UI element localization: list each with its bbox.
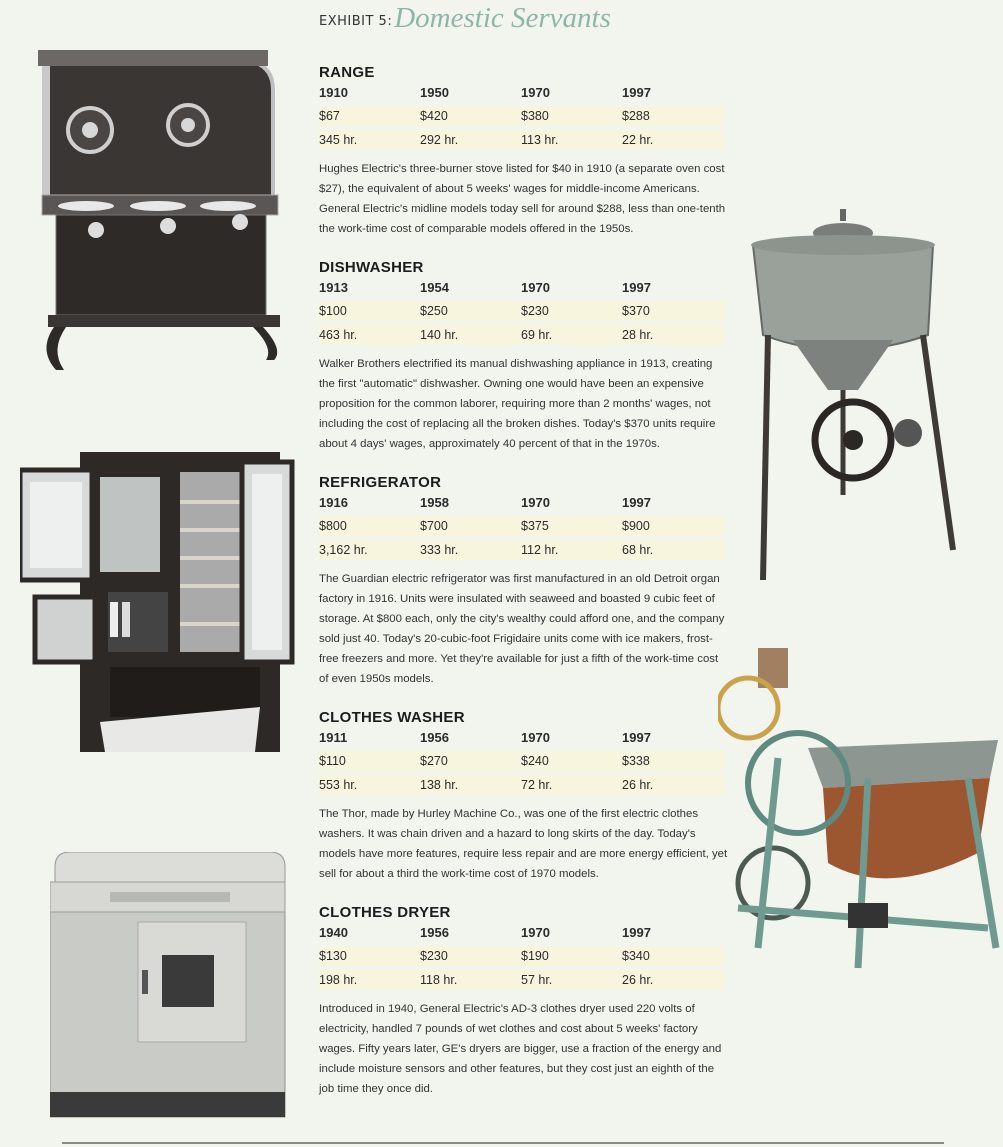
- price-cell: $380: [521, 109, 549, 123]
- year-cell: 1916: [319, 495, 348, 510]
- year-cell: 1970: [521, 85, 550, 100]
- hours-cell: 26 hr.: [622, 778, 654, 792]
- price-cell: $270: [420, 754, 448, 768]
- price-cell: $340: [622, 949, 650, 963]
- year-cell: 1911: [319, 730, 348, 745]
- hours-cell: 140 hr.: [420, 328, 459, 342]
- page-divider: [62, 1142, 944, 1144]
- hours-cell: 118 hr.: [420, 973, 458, 987]
- price-row: [319, 516, 725, 536]
- section-description: The Thor, made by Hurley Machine Co., was one of the first electric clothes washers. It was chain driven and a hazard to long skirts of the day. Today's models have more features, require less repair and are more energy efficient, yet sell for about a third the work-time cost of 1970 models.: [319, 808, 728, 880]
- year-cell: 1950: [420, 85, 449, 100]
- antique-range-photo: [28, 30, 288, 390]
- hours-row: [319, 540, 725, 560]
- price-cell: $100: [319, 304, 347, 318]
- price-row: [319, 946, 725, 966]
- hours-cell: 68 hr.: [622, 543, 654, 557]
- price-cell: $800: [319, 519, 347, 533]
- hours-cell: 26 hr.: [622, 973, 654, 987]
- year-row: [319, 922, 725, 944]
- year-cell: 1956: [420, 730, 449, 745]
- section-range: [319, 64, 725, 239]
- clothes-washer-photo: [718, 648, 1003, 978]
- price-cell: $375: [521, 519, 549, 533]
- price-cell: $338: [622, 754, 650, 768]
- price-cell: $230: [420, 949, 448, 963]
- price-row: [319, 106, 725, 126]
- hours-cell: 138 hr.: [420, 778, 459, 792]
- hours-cell: 553 hr.: [319, 778, 358, 792]
- hours-cell: 292 hr.: [420, 133, 459, 147]
- hours-cell: 22 hr.: [622, 133, 654, 147]
- section-refrigerator: [319, 474, 725, 689]
- section-clothes-dryer: [319, 904, 725, 1099]
- hours-cell: 113 hr.: [521, 133, 559, 147]
- price-cell: $370: [622, 304, 650, 318]
- section-title: CLOTHES WASHER: [319, 709, 465, 726]
- section-clothes-washer: [319, 709, 728, 884]
- year-cell: 1970: [521, 495, 550, 510]
- year-cell: 1954: [420, 280, 449, 295]
- year-cell: 1956: [420, 925, 449, 940]
- year-row: [319, 727, 725, 749]
- hours-row: [319, 325, 725, 345]
- section-description: The Guardian electric refrigerator was first manufactured in an old Detroit organ factory in 1916. Units were insulated with seaweed and boasted 9 cubic feet of storage. At $800 each, only the city's wealthy could afford one, and the company sold just 40. Today's 20-cubic-foot Frigidaire units come with ice makers, frost-free freezers and more. Yet they're available for just a fifth of the work-time cost of even 1950s models.: [319, 573, 725, 685]
- price-cell: $240: [521, 754, 549, 768]
- year-cell: 1970: [521, 280, 550, 295]
- year-cell: 1970: [521, 925, 550, 940]
- exhibit-title: Domestic Servants: [394, 2, 611, 34]
- year-row: [319, 82, 725, 104]
- hours-cell: 112 hr.: [521, 543, 559, 557]
- hours-cell: 463 hr.: [319, 328, 358, 342]
- year-cell: 1910: [319, 85, 348, 100]
- hours-cell: 72 hr.: [521, 778, 553, 792]
- hours-cell: 69 hr.: [521, 328, 553, 342]
- price-cell: $250: [420, 304, 448, 318]
- price-row: [319, 751, 725, 771]
- year-row: [319, 492, 725, 514]
- price-cell: $420: [420, 109, 448, 123]
- year-cell: 1997: [622, 280, 651, 295]
- exhibit-label: EXHIBIT 5:: [319, 14, 393, 29]
- refrigerator-photo: [20, 452, 295, 760]
- hours-cell: 3,162 hr.: [319, 543, 368, 557]
- section-title: RANGE: [319, 64, 375, 81]
- hours-cell: 28 hr.: [622, 328, 654, 342]
- hours-cell: 198 hr.: [319, 973, 358, 987]
- year-cell: 1913: [319, 280, 348, 295]
- hours-row: [319, 970, 725, 990]
- section-description: Hughes Electric's three-burner stove listed for $40 in 1910 (a separate oven cost $27), the equivalent of about 5 weeks' wages for middle-income Americans. General Electric's midline models today sell for around $288, less than one-tenth the work-time cost of comparable models offered in the 1950s.: [319, 163, 726, 235]
- price-cell: $130: [319, 949, 347, 963]
- year-cell: 1997: [622, 85, 651, 100]
- year-row: [319, 277, 725, 299]
- year-cell: 1970: [521, 730, 550, 745]
- hours-cell: 333 hr.: [420, 543, 459, 557]
- dishwasher-photo: [748, 205, 973, 585]
- clothes-dryer-photo: [50, 852, 290, 1127]
- price-cell: $110: [319, 754, 346, 768]
- price-cell: $67: [319, 109, 340, 123]
- section-description: Introduced in 1940, General Electric's AD-3 clothes dryer used 220 volts of electricity, handled 7 pounds of wet clothes and cost about 5 weeks' factory wages. Fifty years later, GE's dryers are bigger, use a fraction of the energy and include moisture sensors and other features, but they cost just an eighth of the job time they once did.: [319, 1003, 722, 1095]
- exhibit-header: [319, 0, 611, 40]
- price-cell: $700: [420, 519, 448, 533]
- section-title: DISHWASHER: [319, 259, 424, 276]
- section-description: Walker Brothers electrified its manual dishwashing appliance in 1913, creating the first "automatic" dishwasher. Owning one would have been an expensive proposition for the common laborer, requiring more than 2 months' wages, not including the cost of replacing all the broken dishes. Today's $370 units require about 4 days' wages, approximately 40 percent of that in the 1970s.: [319, 358, 716, 450]
- hours-cell: 57 hr.: [521, 973, 553, 987]
- price-row: [319, 301, 725, 321]
- year-cell: 1997: [622, 495, 651, 510]
- year-cell: 1997: [622, 925, 651, 940]
- price-cell: $288: [622, 109, 650, 123]
- hours-cell: 345 hr.: [319, 133, 358, 147]
- year-cell: 1958: [420, 495, 449, 510]
- section-title: REFRIGERATOR: [319, 474, 442, 491]
- year-cell: 1940: [319, 925, 348, 940]
- price-cell: $900: [622, 519, 650, 533]
- section-title: CLOTHES DRYER: [319, 904, 451, 921]
- section-dishwasher: [319, 259, 725, 454]
- price-cell: $190: [521, 949, 549, 963]
- price-cell: $230: [521, 304, 549, 318]
- year-cell: 1997: [622, 730, 651, 745]
- hours-row: [319, 775, 725, 795]
- hours-row: [319, 130, 725, 150]
